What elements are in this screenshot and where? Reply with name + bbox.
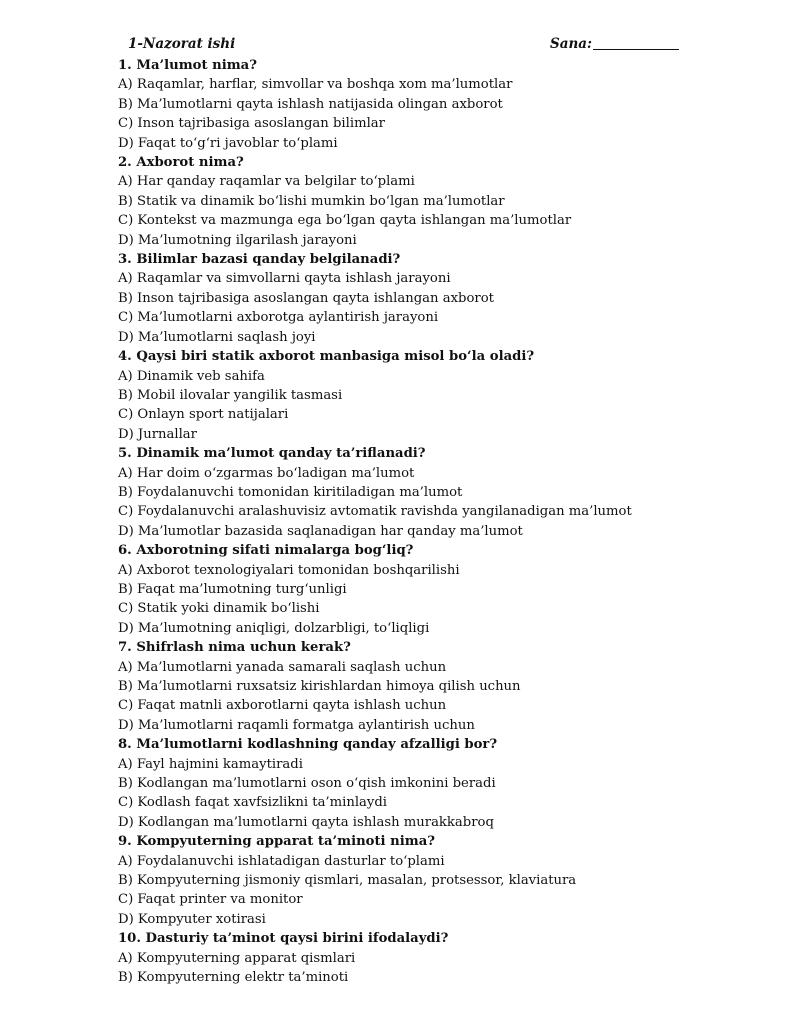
answer-option: D) Kompyuter xotirasi <box>118 911 266 927</box>
question-block <box>118 735 758 832</box>
question-block <box>118 541 758 638</box>
answer-option: A) Kompyuterning apparat qismlari <box>118 950 356 966</box>
answer-option: C) Kodlash faqat xavfsizlikni ta’minlaydi <box>118 795 388 811</box>
question-block <box>118 638 758 735</box>
date-label: Sana: <box>550 36 593 52</box>
question-title: 5. Dinamik ma’lumot qanday ta’riflanadi? <box>118 446 426 462</box>
answer-option: B) Kompyuterning jismoniy qismlari, masalan, protsessor, klaviatura <box>118 873 577 889</box>
date-blank-line <box>593 36 679 50</box>
answer-option: A) Foydalanuvchi ishlatadigan dasturlar to‘plami <box>118 853 445 869</box>
question-block <box>118 444 758 541</box>
question-block <box>118 153 758 250</box>
answer-option: B) Kodlangan ma’lumotlarni oson o‘qish imkonini beradi <box>118 776 496 792</box>
answer-option: D) Kodlangan ma’lumotlarni qayta ishlash murakkabroq <box>118 814 494 830</box>
question-title: 3. Bilimlar bazasi qanday belgilanadi? <box>118 252 401 268</box>
answer-option: B) Statik va dinamik bo‘lishi mumkin bo‘lgan ma’lumotlar <box>118 193 505 209</box>
question-title: 1. Ma’lumot nima? <box>118 58 257 73</box>
answer-option: B) Mobil ilovalar yangilik tasmasi <box>118 387 343 403</box>
answer-option: C) Onlayn sport natijalari <box>118 407 289 423</box>
answer-option: C) Inson tajribasiga asoslangan bilimlar <box>118 116 385 132</box>
answer-option: B) Foydalanuvchi tomonidan kiritiladigan ma’lumot <box>118 484 463 500</box>
answer-option: A) Har qanday raqamlar va belgilar to‘plami <box>118 174 415 190</box>
answer-option: A) Axborot texnologiyalari tomonidan boshqarilishi <box>118 562 460 578</box>
answer-option: C) Foydalanuvchi aralashuvisiz avtomatik ravishda yangilanadigan ma’lumot <box>118 504 632 520</box>
question-block <box>118 56 758 153</box>
answer-option: B) Ma’lumotlarni ruxsatsiz kirishlardan himoya qilish uchun <box>118 679 521 694</box>
answer-option: C) Faqat printer va monitor <box>118 892 303 908</box>
page-title: 1-Nazorat ishi <box>128 36 236 52</box>
answer-option: D) Ma’lumotning aniqligi, dolzarbligi, to‘liqligi <box>118 620 430 636</box>
answer-option: A) Fayl hajmini kamaytiradi <box>118 756 303 772</box>
document-header <box>128 36 674 56</box>
question-title: 7. Shifrlash nima uchun kerak? <box>118 640 351 656</box>
question-block <box>118 929 758 987</box>
answer-option: D) Jurnallar <box>118 426 197 442</box>
answer-option: A) Ma’lumotlarni yanada samarali saqlash uchun <box>118 659 447 675</box>
date-field <box>550 36 679 52</box>
question-title: 9. Kompyuterning apparat ta’minoti nima? <box>118 834 435 850</box>
answer-option: A) Har doim o‘zgarmas bo‘ladigan ma’lumot <box>118 465 415 481</box>
answer-option: B) Ma’lumotlarni qayta ishlash natijasida olingan axborot <box>118 96 503 112</box>
answer-option: D) Ma’lumotlarni raqamli formatga aylantirish uchun <box>118 717 475 733</box>
answer-option: D) Ma’lumotning ilgarilash jarayoni <box>118 232 357 248</box>
question-list <box>118 56 758 988</box>
answer-option: C) Kontekst va mazmunga ega bo‘lgan qayta ishlangan ma’lumotlar <box>118 213 572 229</box>
question-title: 4. Qaysi biri statik axborot manbasiga misol bo‘la oladi? <box>118 349 535 365</box>
answer-option: B) Faqat ma’lumotning turg‘unligi <box>118 581 347 597</box>
answer-option: B) Kompyuterning elektr ta’minoti <box>118 970 349 986</box>
question-title: 6. Axborotning sifati nimalarga bog‘liq? <box>118 543 414 559</box>
answer-option: D) Ma’lumotlarni saqlash joyi <box>118 329 316 345</box>
question-title: 10. Dasturiy ta’minot qaysi birini ifodalaydi? <box>118 931 449 947</box>
answer-option: D) Ma’lumotlar bazasida saqlanadigan har qanday ma’lumot <box>118 523 523 539</box>
answer-option: A) Raqamlar, harflar, simvollar va boshqa xom ma’lumotlar <box>118 77 513 93</box>
answer-option: A) Raqamlar va simvollarni qayta ishlash jarayoni <box>118 271 451 287</box>
question-block <box>118 250 758 347</box>
question-block <box>118 832 758 929</box>
question-title: 8. Ma’lumotlarni kodlashning qanday afzalligi bor? <box>118 737 498 753</box>
question-title: 2. Axborot nima? <box>118 155 244 171</box>
answer-option: C) Ma’lumotlarni axborotga aylantirish jarayoni <box>118 310 439 326</box>
answer-option: C) Faqat matnli axborotlarni qayta ishlash uchun <box>118 698 447 714</box>
answer-option: A) Dinamik veb sahifa <box>118 368 265 384</box>
answer-option: C) Statik yoki dinamik bo‘lishi <box>118 601 320 617</box>
answer-option: B) Inson tajribasiga asoslangan qayta ishlangan axborot <box>118 290 494 306</box>
question-block <box>118 347 758 444</box>
answer-option: D) Faqat to‘g‘ri javoblar to‘plami <box>118 135 338 151</box>
